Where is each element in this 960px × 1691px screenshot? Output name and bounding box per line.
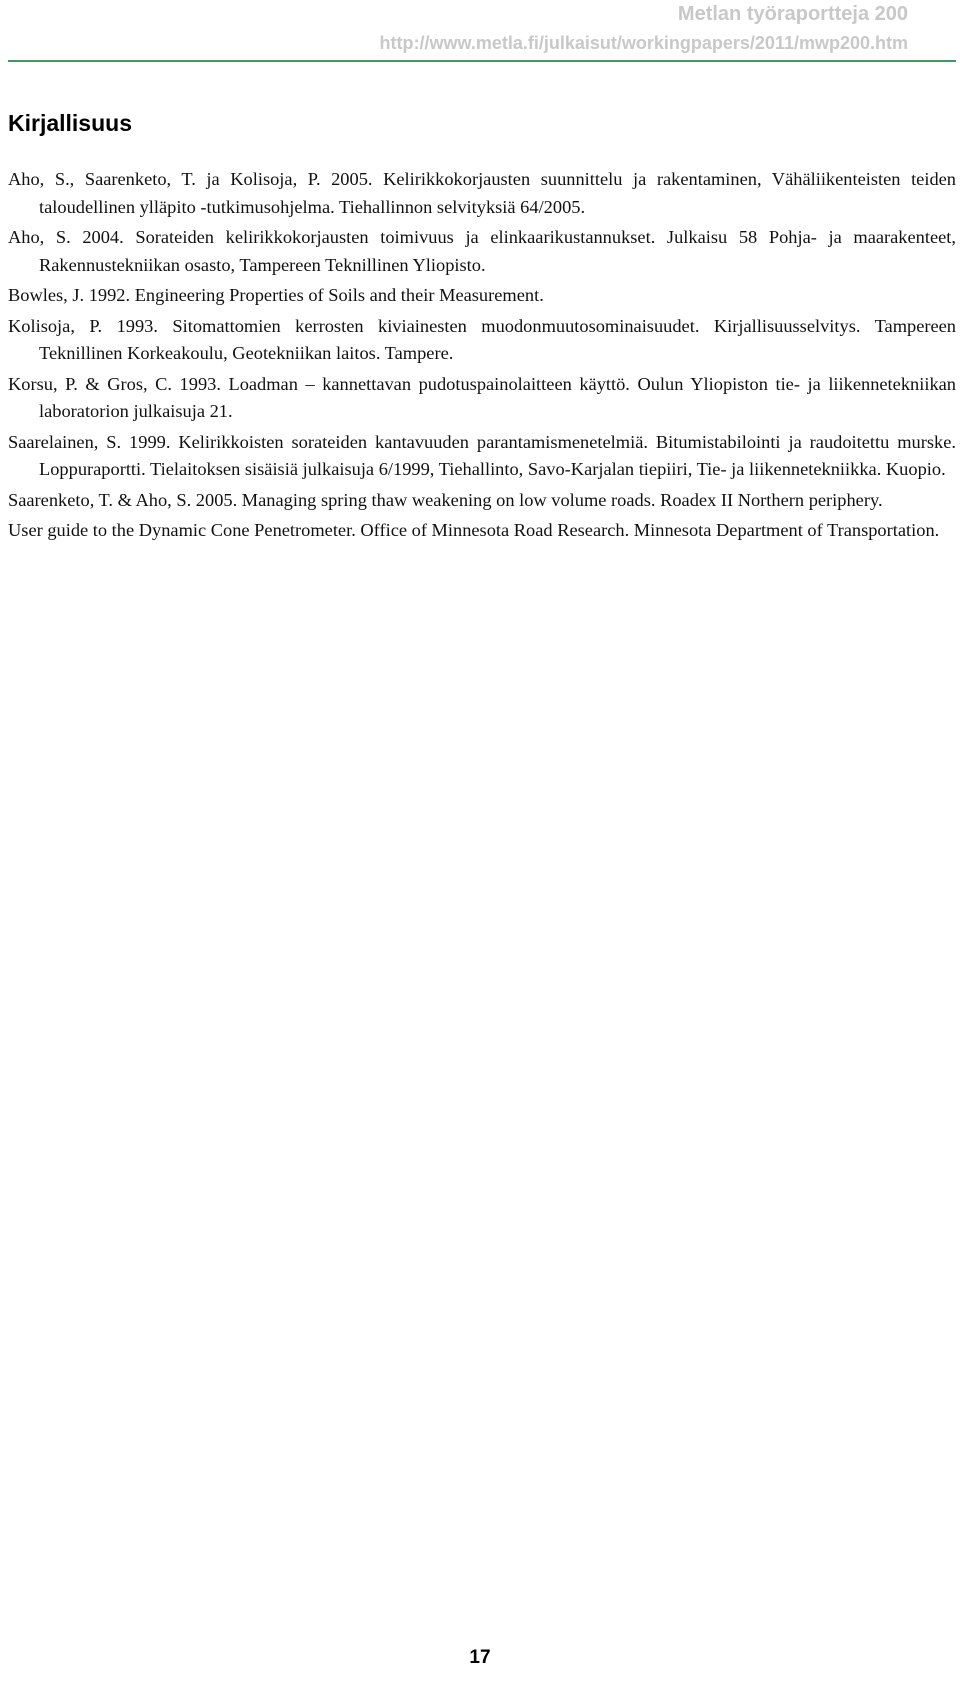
reference-item: Korsu, P. & Gros, C. 1993. Loadman – kannettavan pudotuspainolaitteen käyttö. Oulun Yliopiston tie- ja liikennetekniikan laboratorion julkaisuja 21. <box>8 373 956 421</box>
reference-item: Saarenketo, T. & Aho, S. 2005. Managing spring thaw weakening on low volume roads. Roadex II Northern periphery. <box>8 489 883 510</box>
reference-item: Aho, S. 2004. Sorateiden kelirikkokorjausten toimivuus ja elinkaarikustannukset. Julkaisu 58 Pohja- ja maarakenteet, Rakennustekniikan osasto, Tampereen Teknillinen Yliopisto. <box>8 227 956 275</box>
series-url: http://www.metla.fi/julkaisut/workingpapers/2011/mwp200.htm <box>379 33 908 53</box>
series-title: Metlan työraportteja 200 <box>677 3 908 25</box>
page-header <box>380 0 908 56</box>
reference-item: Kolisoja, P. 1993. Sitomattomien kerrosten kiviainesten muodonmuutosominaisuudet. Kirjallisuusselvitys. Tampereen Teknillinen Korkeakoulu, Geotekniikan laitos. Tampere. <box>8 315 956 363</box>
reference-item: Bowles, J. 1992. Engineering Properties of Soils and their Measurement. <box>8 285 544 305</box>
reference-list <box>8 166 956 548</box>
reference-item: User guide to the Dynamic Cone Penetrometer. Office of Minnesota Road Research. Minnesota Department of Transportation. <box>8 520 940 540</box>
header-divider <box>8 60 956 62</box>
reference-item: Aho, S., Saarenketo, T. ja Kolisoja, P. 2005. Kelirikkokorjausten suunnittelu ja rakentaminen, Vähäliikenteisten teiden taloudellinen ylläpito -tutkimusohjelma. Tiehallinnon selvityksiä 64/2005. <box>8 169 956 217</box>
page-number: 17 <box>469 1647 491 1668</box>
reference-item: Saarelainen, S. 1999. Kelirikkoisten sorateiden kantavuuden parantamismenetelmiä. Bitumistabilointi ja raudoitettu murske. Loppuraportti. Tielaitoksen sisäisiä julkaisuja 6/1999, Tiehallinto, Savo-Karjalan tiepiiri, Tie- ja liikennetekniikka. Kuopio. <box>8 431 956 479</box>
section-heading: Kirjallisuus <box>8 110 132 136</box>
